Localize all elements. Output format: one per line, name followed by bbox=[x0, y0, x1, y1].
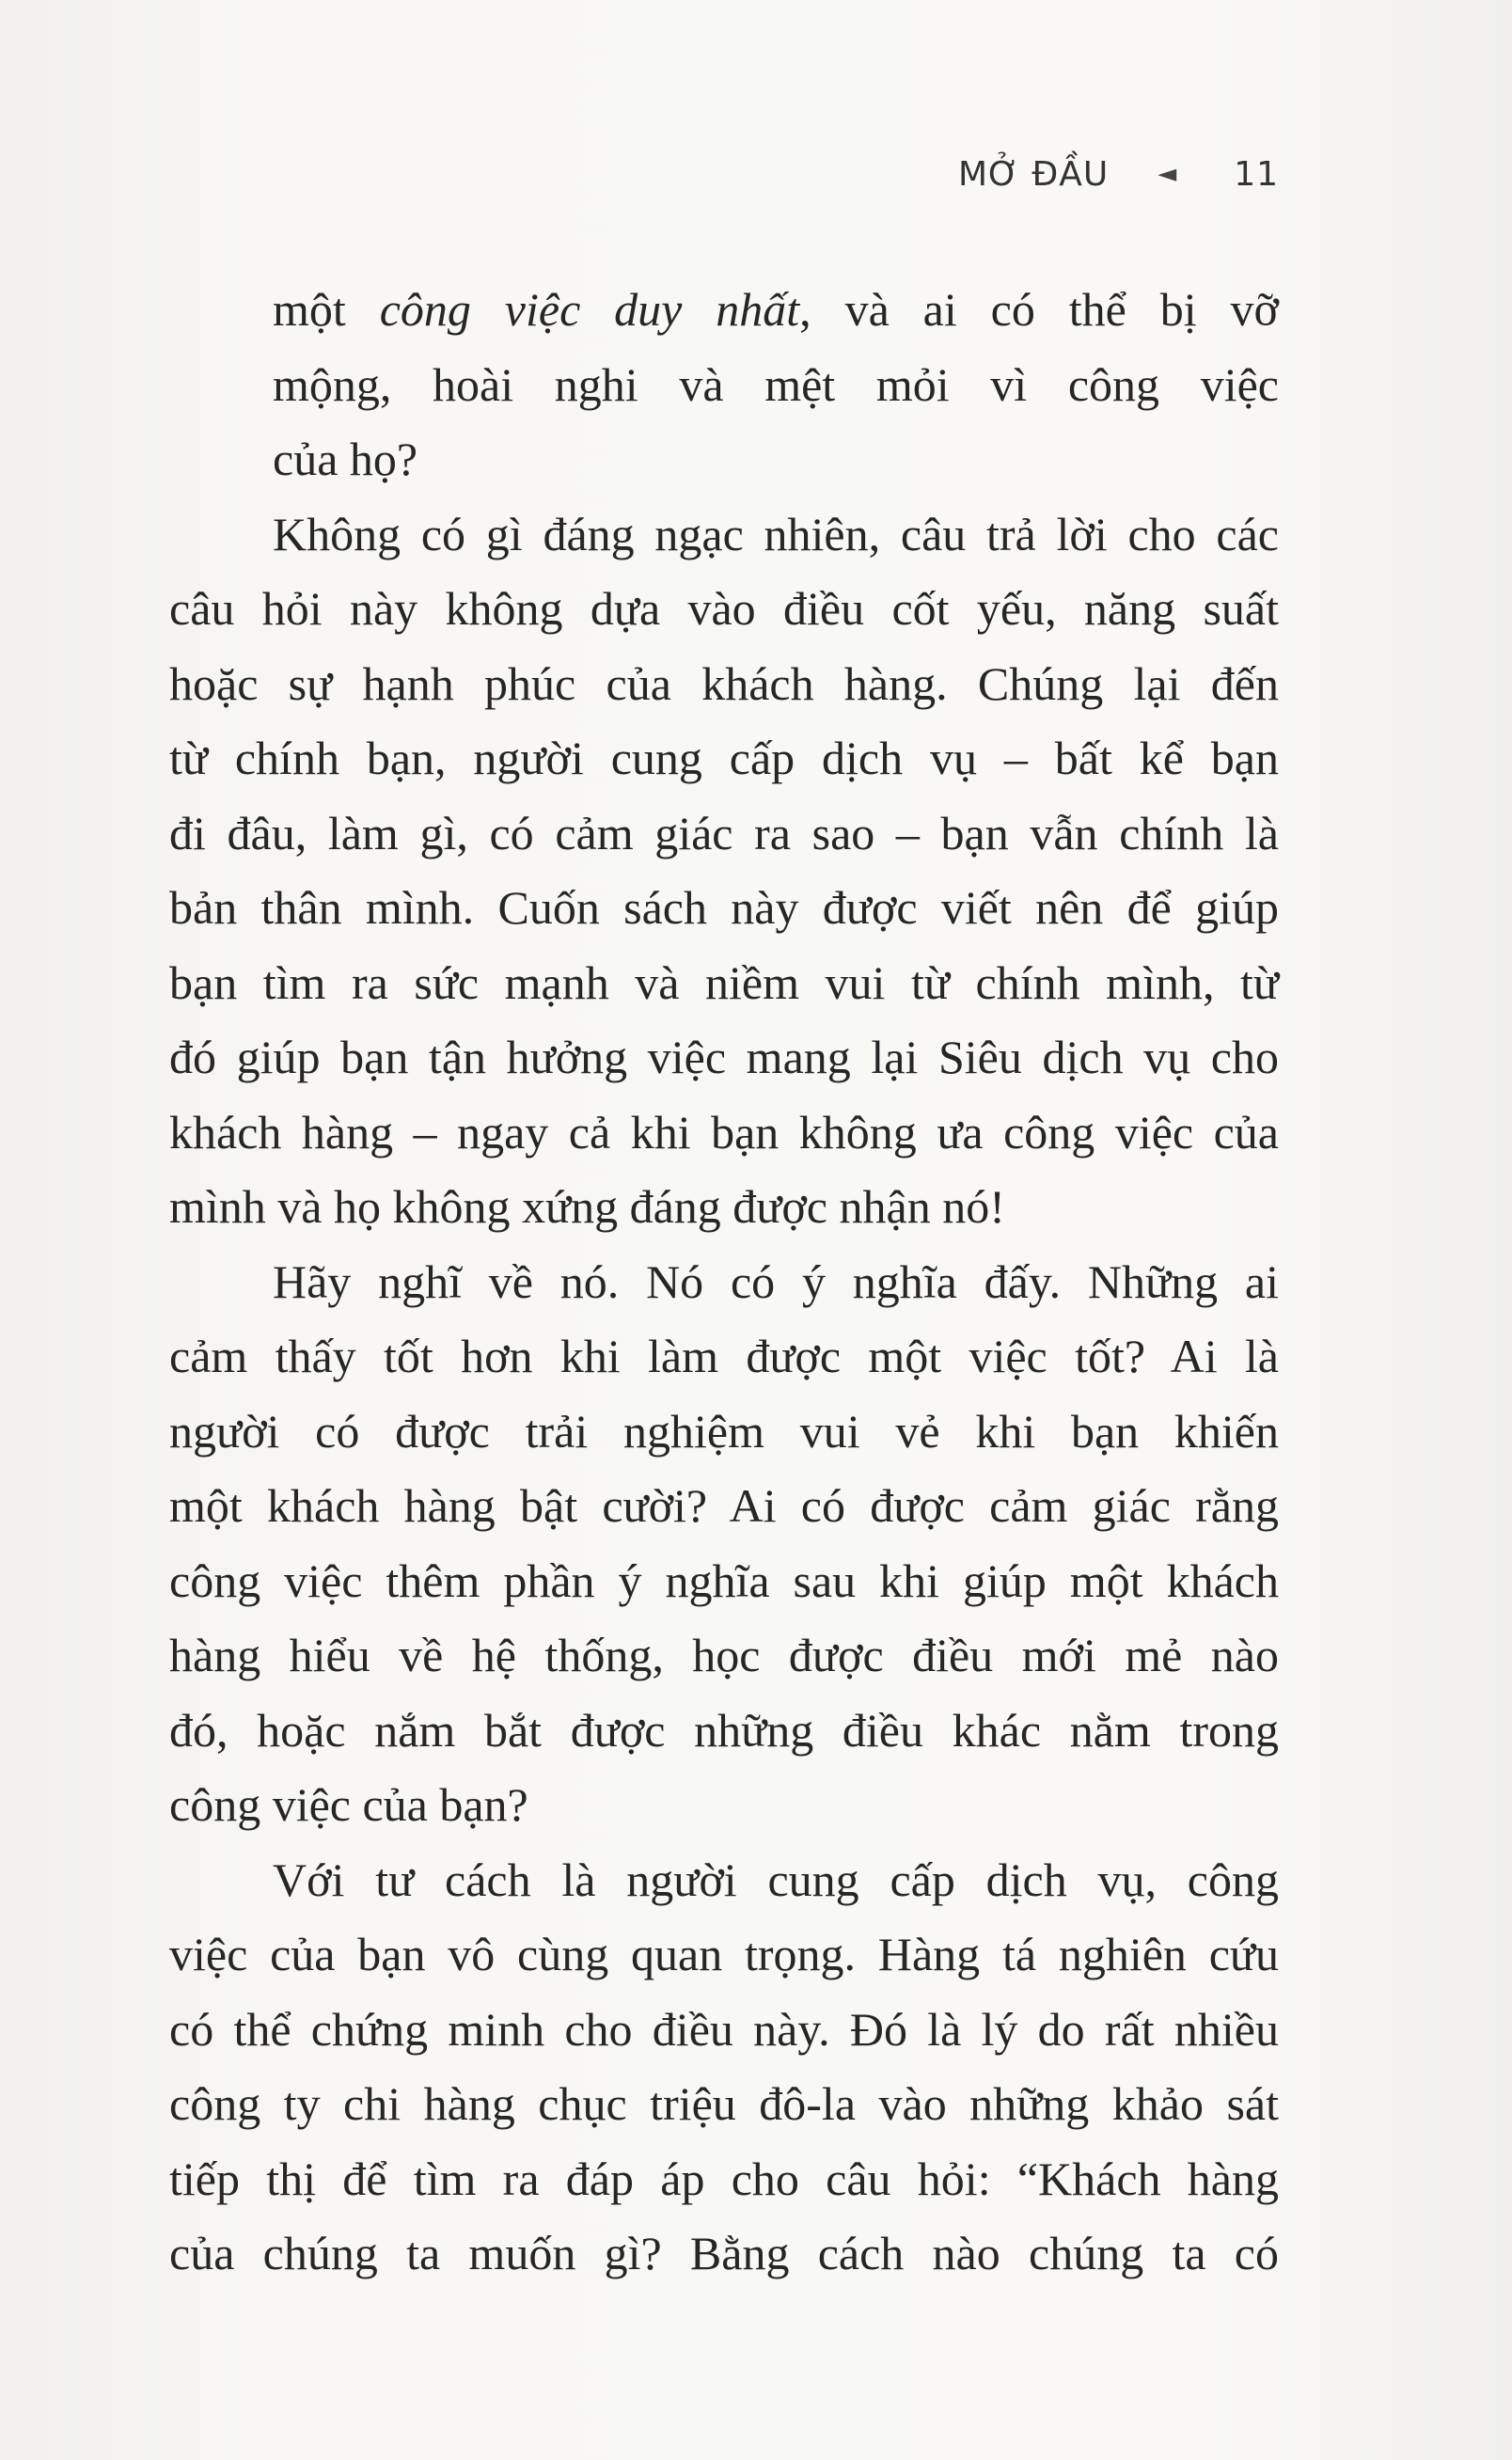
text-line: cảm thấy tốt hơn khi làm được một việc tốt? Ai là bbox=[169, 1330, 1279, 1382]
text-line: từ chính bạn, người cung cấp dịch vụ – bất kể bạn bbox=[169, 732, 1279, 784]
paragraph bbox=[169, 273, 1279, 497]
text-line: tiếp thị để tìm ra đáp áp cho câu hỏi: “Khách hàng bbox=[169, 2152, 1279, 2205]
text-span: một bbox=[273, 283, 380, 336]
italic-emphasis: công việc duy nhất bbox=[379, 283, 800, 336]
text-line: đó, hoặc nắm bắt được những điều khác nằm trong bbox=[169, 1703, 1279, 1757]
text-line: bản thân mình. Cuốn sách này được viết nên để giúp bbox=[169, 881, 1279, 934]
text-line: hoặc sự hạnh phúc của khách hàng. Chúng lại đến bbox=[169, 656, 1279, 710]
text-line: một khách hàng bật cười? Ai có được cảm giác rằng bbox=[169, 1479, 1279, 1532]
paragraph bbox=[169, 1843, 1279, 2292]
text-line: Hãy nghĩ về nó. Nó có ý nghĩa đấy. Những ai bbox=[273, 1254, 1279, 1308]
text-line: Không có gì đáng ngạc nhiên, câu trả lời cho các bbox=[273, 507, 1279, 560]
text-line: mộng, hoài nghi và mệt mỏi vì công việc bbox=[273, 357, 1279, 411]
left-triangle-icon: ◄ bbox=[1158, 160, 1178, 188]
text-line: người có được trải nghiệm vui vẻ khi bạn khiến bbox=[169, 1404, 1279, 1458]
text-line: của chúng ta muốn gì? Bằng cách nào chúng ta có bbox=[169, 2227, 1279, 2279]
text-line: có thể chứng minh cho điều này. Đó là lý do rất nhiều bbox=[169, 2002, 1279, 2056]
text-line: bạn tìm ra sức mạnh và niềm vui từ chính mình, từ bbox=[169, 955, 1279, 1009]
body-text bbox=[169, 273, 1279, 2292]
text-line: công việc thêm phần ý nghĩa sau khi giúp một khách bbox=[169, 1553, 1279, 1607]
paragraph bbox=[169, 1245, 1279, 1843]
running-header bbox=[903, 141, 1279, 207]
text-span: , và ai có thể bị vỡ bbox=[799, 283, 1279, 336]
text-line: công việc của bạn? bbox=[169, 1778, 528, 1831]
paragraph bbox=[169, 497, 1279, 1245]
text-line: mình và họ không xứng đáng được nhận nó! bbox=[169, 1180, 1005, 1233]
text-line: công ty chi hàng chục triệu đô-la vào những khảo sát bbox=[169, 2077, 1279, 2130]
text-line: việc của bạn vô cùng quan trọng. Hàng tá nghiên cứu bbox=[169, 1928, 1279, 1980]
page-number: 11 bbox=[1234, 154, 1279, 194]
text-line: đó giúp bạn tận hưởng việc mang lại Siêu dịch vụ cho bbox=[169, 1031, 1279, 1083]
text-line: Với tư cách là người cung cấp dịch vụ, công bbox=[273, 1853, 1279, 1906]
text-line: hàng hiểu về hệ thống, học được điều mới mẻ nào bbox=[169, 1629, 1279, 1681]
section-title: MỞ ĐẦU bbox=[957, 154, 1110, 194]
text-line: câu hỏi này không dựa vào điều cốt yếu, năng suất bbox=[169, 582, 1279, 635]
text-line: của họ? bbox=[273, 433, 418, 485]
text-line: khách hàng – ngay cả khi bạn không ưa công việc của bbox=[169, 1105, 1279, 1159]
text-line: đi đâu, làm gì, có cảm giác ra sao – bạn vẫn chính là bbox=[169, 806, 1279, 859]
text-line bbox=[169, 273, 1279, 348]
